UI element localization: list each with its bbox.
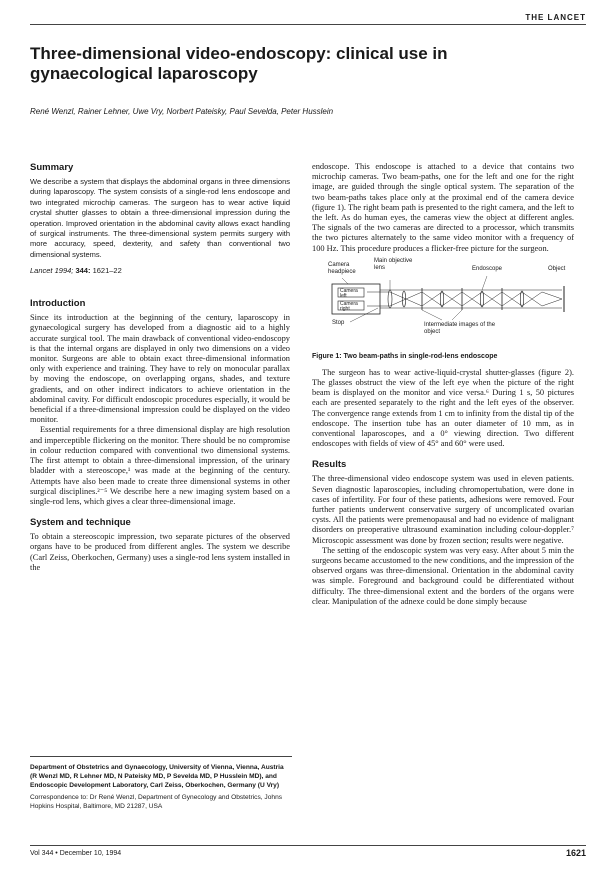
beam-path-right [367,292,562,306]
left-column [30,162,290,573]
page-number: 1621 [565,848,586,858]
lens-2 [402,291,405,307]
correspondence-address: Correspondence to: Dr René Wenzl, Department of Gynecology and Obstetrics, Johns Hopkins Hospital, Baltimore, MD 21287, USA [30,794,283,810]
introduction-heading: Introduction [30,298,86,310]
summary-text: We describe a system that displays the abdominal organs in three dimensions during laparoscopy. The system consists of a single-rod lens endoscope and two integrated microchip cameras. The surgeon has to wear active liquid crystal shutter glasses to obtain a three-dimensional impression during the operation. Improved orientation in the abdominal cavity allows exact handling of surgical instruments. The three-dimensional system permits surgery with more accuracy, speed, dexterity, and safety than conventional two dimensional systems. [30,177,290,259]
lens-5 [520,291,523,307]
label-camera-left: Camera left [340,287,358,299]
leader-camera [342,278,348,284]
lens-4 [480,291,483,307]
leader-intermediate-2 [452,310,462,320]
figure-caption [312,353,574,360]
summary-section [30,162,290,276]
leader-intermediate-1 [422,310,442,320]
system-heading: System and technique [30,517,131,529]
correspondence-text [30,793,292,811]
system-paragraph-1: To obtain a stereoscopic impression, two separate pictures of the observed organs have to be produced from different angles. The system we describe (Carl Zeiss, Oberkochen, Germany) uses a single-rod lens system installed in the [30,532,290,572]
system-section [30,517,290,573]
results-paragraph-1: The three-dimensional video endoscope system was used in eleven patients. Seven diagnostic laparoscopies, including chromopertubation, were done in cases of infertility. For four of these patients, adhesions were removed. Four further patients underwent conservative surgery of uncomplicated ovarian cysts. All the patients were premenopausal and had no evidence of malignant disorders on preoperative ultrasound examination including colour-doppler.⁷ Microscopic assessment was done by frozen section; results were negative. [312,474,574,545]
right-column [312,162,574,607]
label-main-objective: Main objective lens [374,257,413,271]
results-section [312,459,574,607]
affiliation-department: Department of Obstetrics and Gynaecology, University of Vienna, Vienna, Austria (R Wenzl MD, R Lehner MD, N Pateisky MD, P Sevelda MD, P Husslein MD), and Endoscopic Development Laboratory, Carl Zeiss, Oberkochen, Germany (U Vry) [30,764,284,789]
figure-1 [312,258,574,350]
citation [30,266,290,276]
summary-heading: Summary [30,162,74,173]
label-object: Object [548,265,566,272]
system-paragraph-2: endoscope. This endoscope is attached to a device that contains two microchip cameras. Two beam-paths, one for the left and one for the right image, are guided through the single optical system. The separation of the two beam-paths takes place only at the proximal end of the camera device (figure 1). The right beam path is presented to the right camera, and the left to the left. As do human eyes, the cameras view the object at different angles. The signals of the two cameras are directed to a processor, which transmits the two pictures alternately to the same video monitor with a frequency of 100 Hz. This procedure produces a flicker-free picture for the surgeon. [312,162,574,253]
article-title: Three-dimensional video-endoscopy: clinical use in gynaecological laparoscopy [30,44,448,83]
introduction-paragraph-1: Since its introduction at the beginning of the century, laparoscopy in gynaecological surgery has developed from a diagnostic aid to a highly accurate surgical tool. The main drawback of conventional video-endoscopy is that the internal organs are displayed in only two dimensions on a video monitor. Surgeons are able to obtain exact three-dimensional information only with experience and training. They have to rely on monocular parallax by moving the endoscope, on overlapping organs, shades, and texture gradients, and on other indirect indicators to achieve orientation in the abdominal cavity. For difficult endoscopic procedures especially, it would be beneficial if a three-dimensional impression could be displayed on the video monitor. [30,313,290,425]
leader-endoscope [482,276,487,290]
affiliation-text [30,763,292,790]
results-paragraph-2: The setting of the endoscopic system was very easy. After about 5 min the surgeons became accustomed to the new conditions, and the impression of the observed organs was three-dimensional. Orientation in the abdominal cavity was simple. Foreground and background could be differentiated without difficulty. The three-dimensional extent and the borders of the organs were clear. Manipulation of the adnexe could be done simply because [312,545,574,606]
label-intermediate-images: Intermediate images of the object [424,321,496,335]
system-paragraph-3: The surgeon has to wear active-liquid-crystal shutter-glasses (figure 2). The glasses obstruct the view of the left eye when the picture of the right beam is displayed on the monitor and vice versa.⁶ During 1 s, 50 pictures each are presented separately to the right and the left eyes of the observer. The convergence range extends from 1 cm to infinity from the distal tip of the endoscope. The insertion tube has an outer diameter of 10 mm, as in conventional laparoscopes, and a 0° viewing direction. Two different endoscopes with fields of view of 45° and 60° were used. [312,367,574,449]
caption-number: Figure 1: [312,352,342,360]
caption-text: Two beam-paths in single-rod-lens endoscope [341,352,498,360]
header-rule [30,24,586,25]
author-list: René Wenzl, Rainer Lehner, Uwe Vry, Norbert Pateisky, Paul Sevelda, Peter Husslein [30,107,334,116]
results-heading: Results [312,459,347,471]
label-camera-right: Camera right [340,300,358,312]
footer-issue: Vol 344 • December 10, 1994 [30,850,122,857]
beam-path-left [367,292,562,306]
citation-pages: 1621–22 [90,266,122,276]
lens-3 [440,291,443,307]
label-stop: Stop [332,319,345,326]
introduction-section [30,298,290,507]
page-footer [30,845,586,864]
journal-name: THE LANCET [525,13,586,22]
label-camera-headpiece: Camera headpiece [328,261,356,275]
affiliations [30,756,292,814]
label-endoscope: Endoscope [472,265,503,272]
citation-journal: Lancet 1994; [30,266,76,276]
introduction-paragraph-2: Essential requirements for a three dimensional display are high resolution and imperceptible flickering on the monitor. There should be no compromise in colour reduction compared with conventional two dimensional systems. The first attempt to obtain a three-dimensional impression, of the urinary bladder with a stereoscope,¹ was made at the beginning of the century. Attempts have also been made to create three dimensional systems in other surgical disciplines.²⁻⁵ We describe here a new imaging system based on a single-rod lens, which gives a clear three-dimensional image. [30,425,290,506]
citation-volume: 344: [75,266,91,276]
